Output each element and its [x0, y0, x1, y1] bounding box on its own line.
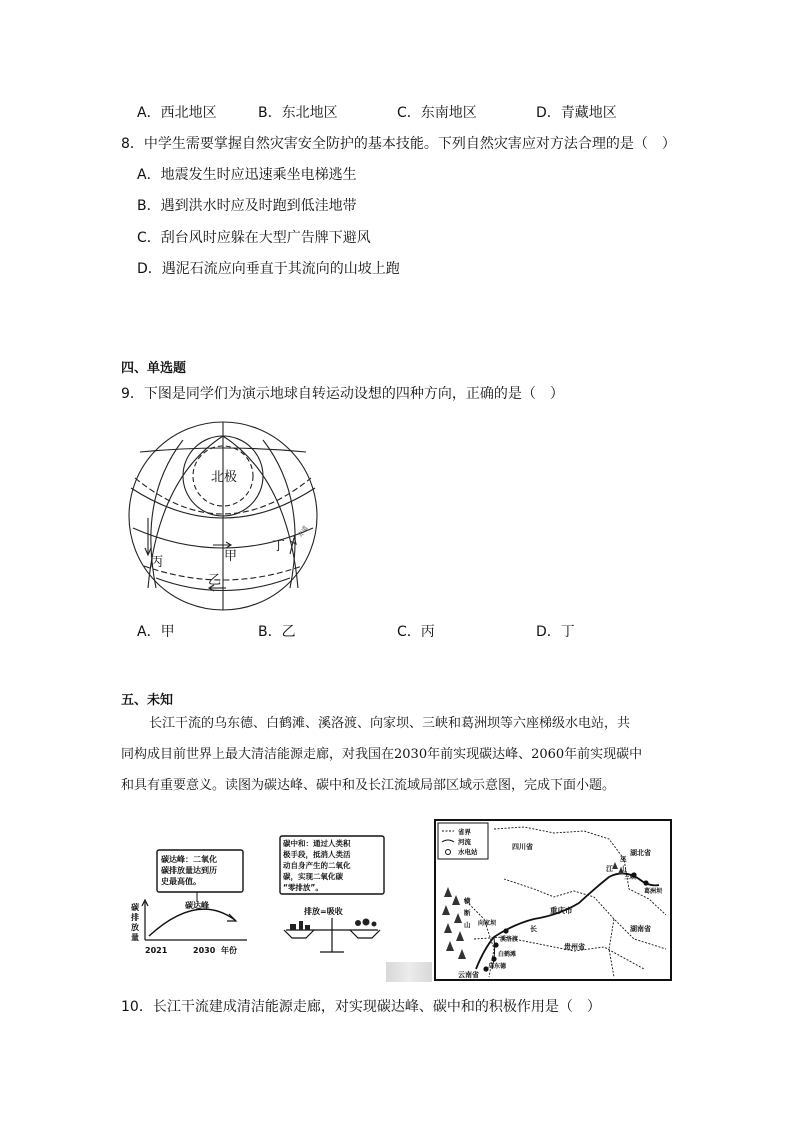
label-xiangjiaba: 向家坝 [478, 920, 497, 927]
yangtze-map [434, 819, 672, 981]
q8-option-d: D．遇泥石流应向垂直于其流向的山坡上跑 [137, 261, 400, 277]
section-heading-5: 五、未知 [121, 693, 174, 708]
meridian-right [223, 436, 298, 588]
year-2030: 2030 [193, 946, 216, 955]
balance-label: 排放=吸收 [304, 907, 343, 916]
neutral-box-text: 碳中和：通过人类积 极手段，抵消人类活 动自身产生的二氧化 碳，实现二氧化碳 “零排放”。 [283, 839, 351, 892]
peak-curve-label: 碳达峰 [185, 901, 209, 910]
globe-figure [118, 418, 328, 618]
label-jiang: 江 [606, 865, 613, 873]
label-hunan: 湖南省 [630, 925, 651, 933]
label-chang: 长 [530, 925, 537, 933]
q7-option-c: C．东南地区 [397, 105, 477, 121]
passage [121, 708, 669, 801]
passage-line-1: 长江干流的乌东德、白鹤滩、溪洛渡、向家坝、三峡和葛洲坝等六座梯级水电站，共 [149, 716, 631, 731]
q8-option-c: C．刮台风时应躲在大型广告牌下避风 [137, 230, 371, 246]
q8-option-a: A．地震发生时应迅速乘坐电梯逃生 [137, 167, 357, 183]
label-guizhou: 贵州省 [564, 943, 585, 951]
label-yunnan: 云南省 [458, 971, 479, 979]
q9-option-d: D．丁 [536, 624, 575, 640]
year-2021: 2021 [145, 946, 168, 955]
q10-stem: 10．长江干流建成清洁能源走廊，对实现碳达峰、碳中和的积极作用是（ ） [121, 999, 601, 1015]
q7-option-a: A．西北地区 [137, 105, 217, 121]
label-yi: 乙 [208, 573, 222, 588]
section-heading-4: 四、单选题 [121, 361, 187, 376]
label-sichuan: 四川省 [512, 843, 533, 851]
passage-line-2: 同构成目前世界上最大清洁能源走廊，对我国在2030年前实现碳达峰、2060年前实现碳中 [121, 747, 643, 762]
label-hubei: 湖北省 [630, 849, 651, 857]
label-north-pole: 北极 [211, 470, 238, 485]
year-unit: 年份 [221, 946, 237, 955]
label-jia: 甲 [224, 549, 238, 564]
q8-stem: 8．中学生需要掌握自然灾害安全防护的基本技能。下列自然灾害应对方法合理的是（ ） [121, 136, 676, 152]
q7-option-b: B．东北地区 [258, 105, 338, 121]
q8-option-b: B．遇到洪水时应及时跑到低洼地带 [137, 198, 357, 214]
label-gezhouba: 葛洲坝 [644, 888, 663, 895]
legend-border: 省界 [458, 828, 471, 836]
label-wu-mountain: 巫 山 [620, 855, 627, 873]
label-baihetan: 白鹤滩 [498, 951, 517, 958]
label-bing: 丙 [150, 555, 164, 570]
meridian-far-right [263, 440, 295, 588]
q7-option-d: D．青藏地区 [536, 105, 617, 121]
y-axis-label: 碳 排 放 量 [131, 903, 139, 942]
label-ding: 丁 [272, 539, 286, 554]
q9-stem: 9．下图是同学们为演示地球自转运动设想的四种方向，正确的是（ ） [121, 386, 564, 402]
carbon-neutral-diagram [270, 830, 395, 962]
label-chongqing: 重庆市 [550, 906, 573, 915]
label-equator-small: 赤道 [296, 524, 310, 539]
legend-river: 河流 [458, 838, 471, 846]
legend-station: 水电站 [458, 848, 478, 856]
balance-icons [290, 919, 377, 931]
peak-curve [149, 909, 235, 936]
q9-option-c: C．丙 [397, 624, 435, 640]
q9-option-b: B．乙 [258, 624, 296, 640]
passage-line-3: 和具有重要意义。读图为碳达峰、碳中和及长江流域局部区域示意图，完成下面小题。 [121, 778, 616, 793]
q9-option-a: A．甲 [137, 624, 175, 640]
label-xiluodu: 溪洛渡 [500, 936, 519, 943]
label-wudongde: 乌东德 [488, 963, 507, 970]
label-hengduan-mountain: 横 断 山 [464, 897, 471, 929]
carbon-peak-diagram [125, 840, 250, 962]
peak-box-text: 碳达峰：二氧化 碳排放量达到历 史最高值。 [161, 855, 217, 886]
label-sanxia: 三峡 [624, 874, 637, 881]
blurred-patch [386, 962, 432, 982]
